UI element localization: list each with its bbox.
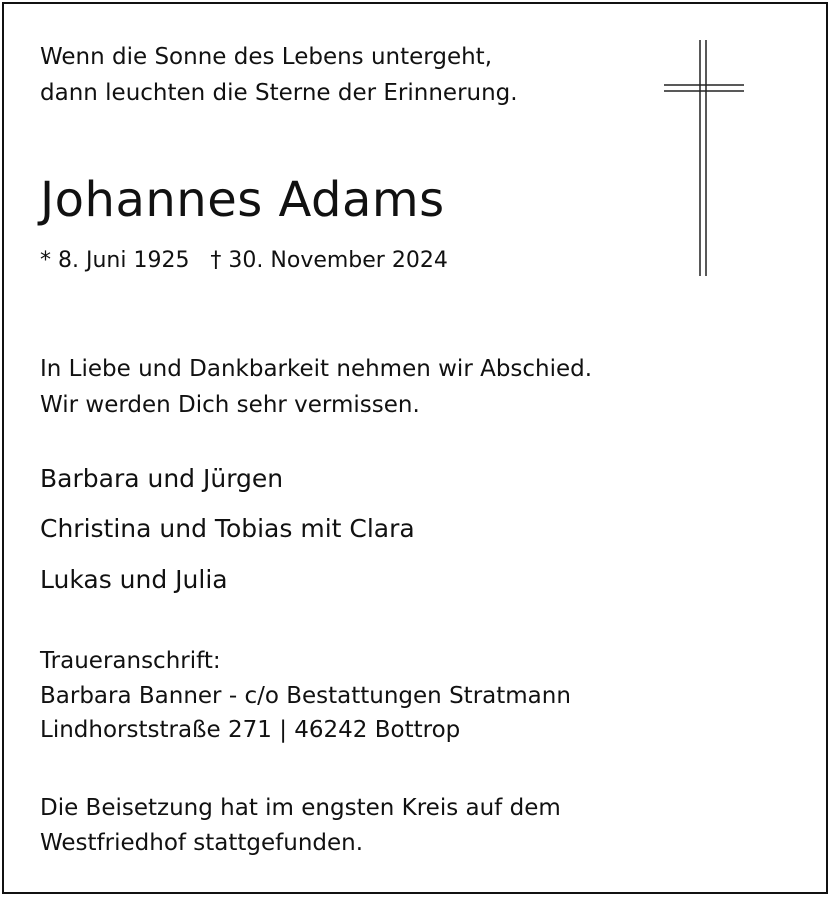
address-heading: Traueranschrift: <box>40 648 221 674</box>
motto-line-2: dann leuchten die Sterne der Erinnerung. <box>40 80 518 106</box>
mourner-2: Christina und Tobias mit Clara <box>40 514 415 543</box>
burial-line-2: Westfriedhof stattgefunden. <box>40 830 364 856</box>
farewell-line-1: In Liebe und Dankbarkeit nehmen wir Abschied. <box>40 356 593 382</box>
farewell-line-2: Wir werden Dich sehr vermissen. <box>40 392 420 418</box>
mourner-3: Lukas und Julia <box>40 565 228 594</box>
burial-line-1: Die Beisetzung hat im engsten Kreis auf dem <box>40 795 561 821</box>
address-line-2: Lindhorststraße 271 | 46242 Bottrop <box>40 717 461 743</box>
address-line-1: Barbara Banner - c/o Bestattungen Stratmann <box>40 683 571 709</box>
life-dates: * 8. Juni 1925 † 30. November 2024 <box>40 248 448 273</box>
mourner-1: Barbara und Jürgen <box>40 464 284 493</box>
deceased-name: Johannes Adams <box>40 172 445 228</box>
cross-icon <box>660 40 750 276</box>
motto-line-1: Wenn die Sonne des Lebens untergeht, <box>40 44 493 70</box>
